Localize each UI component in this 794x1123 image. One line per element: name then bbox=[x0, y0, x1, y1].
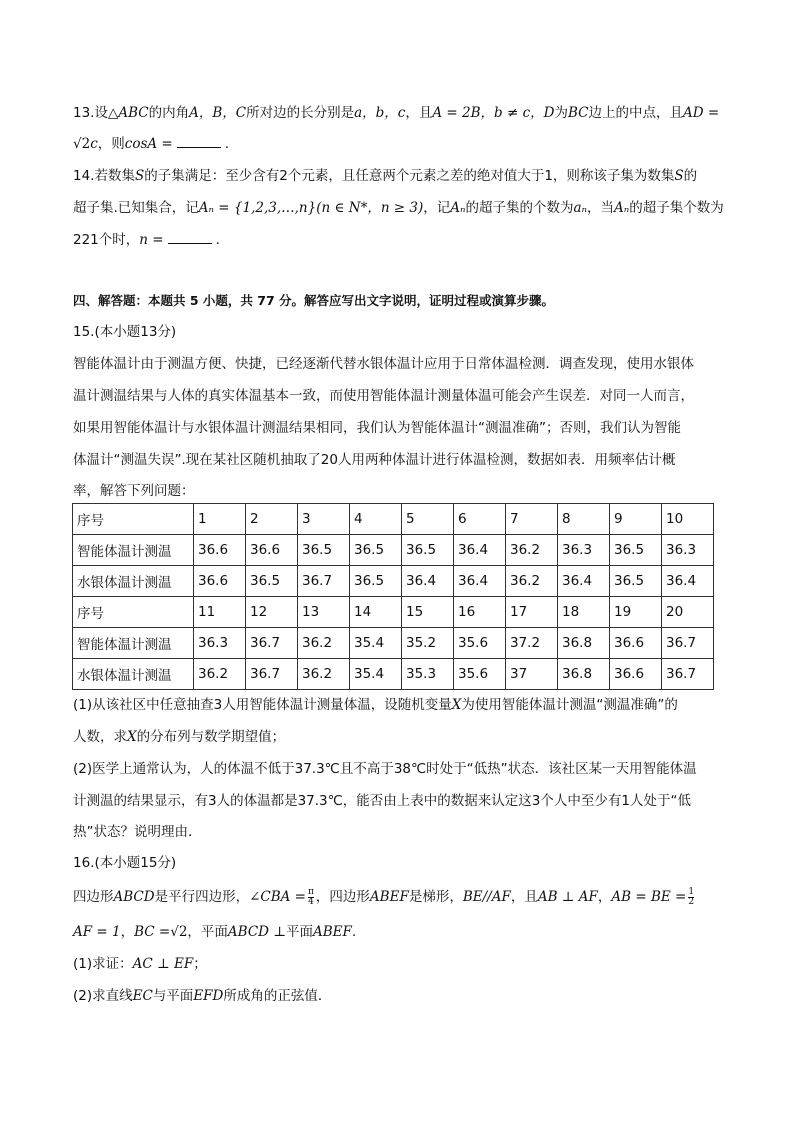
table-cell: 36.3 bbox=[194, 628, 246, 659]
table-cell: 36.6 bbox=[610, 659, 662, 690]
table-cell: 36.5 bbox=[610, 535, 662, 566]
table-cell: 36.2 bbox=[298, 659, 350, 690]
table-cell: 9 bbox=[610, 504, 662, 535]
table-cell: 36.2 bbox=[298, 628, 350, 659]
table-cell: 18 bbox=[558, 597, 610, 628]
q15-para-line: 智能体温计由于测温方便、快捷，已经逐渐代替水银体温计应用于日常体温检测．调查发现，使用水银体 bbox=[73, 356, 694, 372]
table-row-index-1 bbox=[73, 504, 714, 535]
fraction-pi-over-4: $\frac{\pi}{4}$ bbox=[308, 886, 314, 907]
table-cell: 17 bbox=[506, 597, 558, 628]
table-row-index-2 bbox=[73, 597, 714, 628]
table-cell: 36.2 bbox=[506, 535, 558, 566]
table-cell: 20 bbox=[662, 597, 714, 628]
table-cell: 14 bbox=[350, 597, 402, 628]
answer-blank-14[interactable] bbox=[168, 231, 212, 244]
table-cell: 35.4 bbox=[350, 628, 402, 659]
table-cell: 36.3 bbox=[558, 535, 610, 566]
table-cell: 35.3 bbox=[402, 659, 454, 690]
table-row-label: 序号 bbox=[73, 597, 194, 628]
table-cell: 36.5 bbox=[246, 566, 298, 597]
table-cell: 36.4 bbox=[662, 566, 714, 597]
table-row-label: 序号 bbox=[73, 504, 194, 535]
table-cell: 19 bbox=[610, 597, 662, 628]
table-cell: 11 bbox=[194, 597, 246, 628]
q15-part1-line2: 人数，求X的分布列与数学期望值； bbox=[73, 729, 286, 745]
table-cell: 8 bbox=[558, 504, 610, 535]
q15-para-line: 如果用智能体温计与水银体温计测温结果相同，我们认为智能体温计“测温准确”；否则，我们认为智能 bbox=[73, 420, 681, 436]
q15-para-line: 温计测温结果与人体的真实体温基本一致，而使用智能体温计测量体温可能会产生误差．对同一人而言， bbox=[73, 388, 694, 404]
table-row-label: 智能体温计测温 bbox=[73, 628, 194, 659]
table-cell: 36.2 bbox=[194, 659, 246, 690]
temperature-table bbox=[72, 503, 714, 690]
q14-line1: 14.若数集S的子集满足：至少含有2个元素，且任意两个元素之差的绝对值大于1，则称该子集为数集S的 bbox=[73, 168, 698, 184]
table-cell: 36.7 bbox=[298, 566, 350, 597]
q15-para-line: 体温计“测温失误”.现在某社区随机抽取了20人用两种体温计进行体温检测，数据如表．用频率估计概 bbox=[73, 452, 676, 468]
table-cell: 10 bbox=[662, 504, 714, 535]
q16-line2: AF = 1，BC =√2，平面ABCD ⊥平面ABEF. bbox=[73, 924, 357, 940]
table-cell: 36.6 bbox=[194, 566, 246, 597]
fraction-one-half: $\frac{1}{2}$ bbox=[688, 886, 695, 907]
table-cell: 7 bbox=[506, 504, 558, 535]
table-row-mercury-2 bbox=[73, 659, 714, 690]
table-cell: 35.6 bbox=[454, 628, 506, 659]
table-cell: 36.7 bbox=[246, 628, 298, 659]
table-cell: 36.4 bbox=[402, 566, 454, 597]
q14-line3: 221个时，n = . bbox=[73, 232, 220, 248]
table-cell: 36.4 bbox=[454, 535, 506, 566]
q13-line2: √2c，则cosA = . bbox=[73, 136, 230, 152]
table-row-label: 水银体温计测温 bbox=[73, 659, 194, 690]
table-cell: 36.5 bbox=[350, 535, 402, 566]
table-cell: 36.8 bbox=[558, 628, 610, 659]
q15-part2-line: 热”状态？说明理由． bbox=[73, 824, 202, 840]
table-cell: 36.6 bbox=[194, 535, 246, 566]
table-cell: 36.5 bbox=[350, 566, 402, 597]
table-cell: 12 bbox=[246, 597, 298, 628]
table-cell: 37.2 bbox=[506, 628, 558, 659]
table-cell: 36.8 bbox=[558, 659, 610, 690]
table-cell: 35.6 bbox=[454, 659, 506, 690]
q15-para-line: 率，解答下列问题： bbox=[73, 483, 195, 499]
table-row-smart-1 bbox=[73, 535, 714, 566]
table-cell: 35.4 bbox=[350, 659, 402, 690]
table-cell: 36.7 bbox=[246, 659, 298, 690]
table-cell: 36.5 bbox=[402, 535, 454, 566]
q14-line2: 超子集.已知集合，记Aₙ = {1,2,3,…,n}(n ∈ N*，n ≥ 3)，记Aₙ的超子集的个数为aₙ，当Aₙ的超子集个数为 bbox=[73, 200, 724, 216]
table-cell: 13 bbox=[298, 597, 350, 628]
q15-part1-line1: (1)从该社区中任意抽查3人用智能体温计测量体温，设随机变量X为使用智能体温计测温“测温准确”的 bbox=[73, 697, 678, 713]
table-cell: 37 bbox=[506, 659, 558, 690]
table-cell: 35.2 bbox=[402, 628, 454, 659]
q16-header: 16.(本小题15分) bbox=[73, 855, 177, 871]
table-row-label: 水银体温计测温 bbox=[73, 566, 194, 597]
table-cell: 15 bbox=[402, 597, 454, 628]
table-cell: 36.7 bbox=[662, 628, 714, 659]
answer-blank-13[interactable] bbox=[177, 135, 221, 148]
table-cell: 36.4 bbox=[558, 566, 610, 597]
table-cell: 2 bbox=[246, 504, 298, 535]
q16-part1: (1)求证：AC ⊥ EF； bbox=[73, 956, 207, 972]
table-cell: 16 bbox=[454, 597, 506, 628]
table-cell: 36.3 bbox=[662, 535, 714, 566]
table-cell: 1 bbox=[194, 504, 246, 535]
q13-line1: 13.设△ABC的内角A，B，C所对边的长分别是a，b，c，且A = 2B，b ≠ c，D为BC边上的中点，且AD = bbox=[73, 105, 720, 121]
table-row-mercury-1 bbox=[73, 566, 714, 597]
table-cell: 36.5 bbox=[298, 535, 350, 566]
table-cell: 36.4 bbox=[454, 566, 506, 597]
q15-part2-line: 计测温的结果显示，有3人的体温都是37.3℃，能否由上表中的数据来认定这3个人中至少有1人处于“低 bbox=[73, 793, 691, 809]
section-title: 四、解答题：本题共 5 小题，共 77 分。解答应写出文字说明，证明过程或演算步骤。 bbox=[73, 293, 555, 308]
table-row-label: 智能体温计测温 bbox=[73, 535, 194, 566]
table-row-smart-2 bbox=[73, 628, 714, 659]
table-cell: 36.6 bbox=[610, 628, 662, 659]
table-cell: 36.7 bbox=[662, 659, 714, 690]
q15-header: 15.(本小题13分) bbox=[73, 324, 177, 340]
table-cell: 3 bbox=[298, 504, 350, 535]
table-cell: 4 bbox=[350, 504, 402, 535]
table-cell: 36.2 bbox=[506, 566, 558, 597]
table-cell: 36.5 bbox=[610, 566, 662, 597]
q16-part2: (2)求直线EC与平面EFD所成角的正弦值． bbox=[73, 988, 332, 1004]
q15-part2-line: (2)医学上通常认为，人的体温不低于37.3℃且不高于38℃时处于“低热”状态．该社区某一天用智能体温 bbox=[73, 761, 697, 777]
table-cell: 5 bbox=[402, 504, 454, 535]
table-cell: 36.6 bbox=[246, 535, 298, 566]
q16-line1: 四边形ABCD是平行四边形，∠CBA = $\frac{\pi}{4}$ ，四边形ABEF是梯形，BE//AF，且AB ⊥ AF，AB = BE = $\frac{1}{2}$ bbox=[73, 886, 695, 907]
table-cell: 6 bbox=[454, 504, 506, 535]
